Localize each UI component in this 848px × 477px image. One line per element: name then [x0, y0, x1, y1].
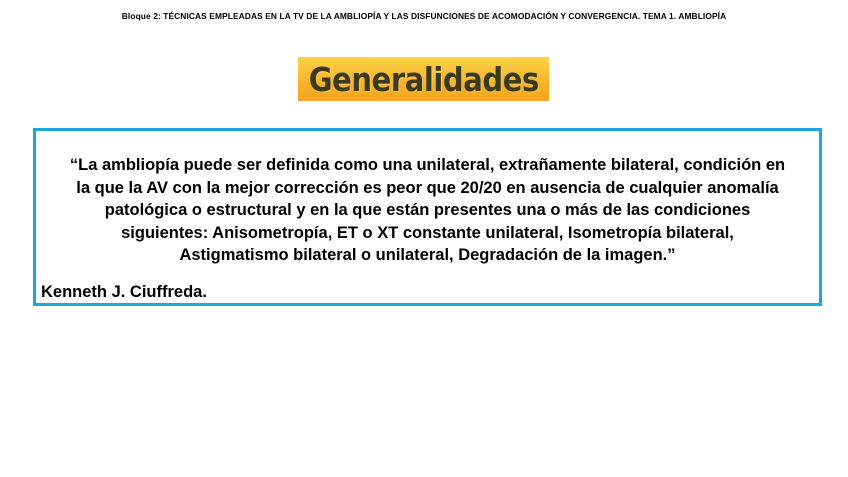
quote-line: patológica o estructural y en la que están presentes una o más de las condiciones: [104, 201, 751, 219]
quote-box: [33, 128, 822, 306]
quote-line: “La ambliopía puede ser definida como una unilateral, extrañamente bilateral, condición en: [69, 156, 786, 174]
quote-author: Kenneth J. Ciuffreda.: [41, 283, 207, 301]
quote-line: la que la AV con la mejor corrección es peor que 20/20 en ausencia de cualquier anomalía: [76, 178, 779, 197]
quote-text: [36, 154, 819, 267]
banner-title: Generalidades: [308, 59, 539, 99]
generalidades-banner: [298, 57, 549, 101]
quote-line: Astigmatismo bilateral o unilateral, Degradación de la imagen.”: [179, 246, 676, 264]
document-header: Bloque 2: TÉCNICAS EMPLEADAS EN LA TV DE LA AMBLIOPÍA Y LAS DISFUNCIONES DE ACOMODACIÓN Y CONVERGENCIA. TEMA 1. AMBLIOPÍA: [121, 11, 727, 21]
quote-line: siguientes: Anisometropía, ET o XT constante unilateral, Isometropía bilateral,: [121, 223, 734, 242]
